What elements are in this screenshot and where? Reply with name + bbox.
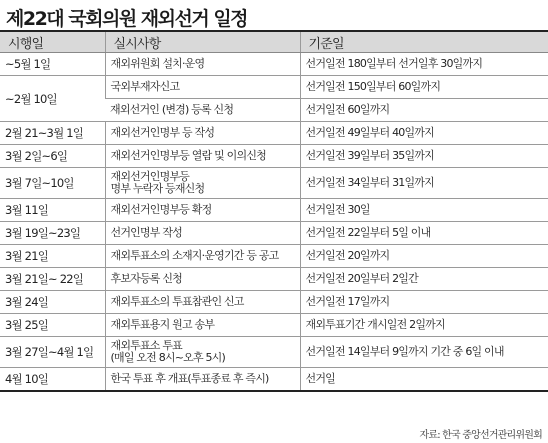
table-row (0, 245, 548, 268)
date-cell: 3월 25일 (0, 314, 105, 337)
basis-cell: 선거일전 20일까지 (300, 245, 548, 268)
date-cell: 3월 2일~6일 (0, 145, 105, 168)
date-cell: 3월 7일~10일 (0, 168, 105, 199)
basis-cell: 재외투표기간 개시일전 2일까지 (300, 314, 548, 337)
schedule-table (0, 30, 548, 392)
action-cell (105, 168, 300, 199)
column-header-basis: 기준일 (300, 31, 548, 53)
table-header-row (0, 31, 548, 53)
page-title: 제22대 국회의원 재외선거 일정 (6, 8, 248, 30)
date-cell: ~2월 10일 (0, 76, 105, 122)
table-row (0, 76, 548, 99)
basis-cell: 선거일전 39일부터 35일까지 (300, 145, 548, 168)
date-cell: 3월 27일~4월 1일 (0, 337, 105, 368)
date-cell: 3월 21일~ 22일 (0, 268, 105, 291)
action-cell-line: 명부 누락자 등재신청 (110, 182, 205, 195)
table-row (0, 368, 548, 392)
action-cell: 한국 투표 후 개표(투표종료 후 즉시) (105, 368, 300, 392)
action-cell-line: 재외선거인명부등 (110, 170, 190, 183)
date-cell: 3월 21일 (0, 245, 105, 268)
table-row (0, 122, 548, 145)
table-row (0, 53, 548, 76)
table-row (0, 168, 548, 199)
basis-cell: 선거일전 20일부터 2일간 (300, 268, 548, 291)
table-row (0, 314, 548, 337)
action-cell: 재외선거인 (변경) 등록 신청 (105, 99, 300, 122)
date-cell: 3월 24일 (0, 291, 105, 314)
table-row (0, 291, 548, 314)
source-credit: 자료: 한국 중앙선거관리위원회 (419, 430, 542, 441)
action-cell: 선거인명부 작성 (105, 222, 300, 245)
action-cell: 재외투표소의 투표참관인 신고 (105, 291, 300, 314)
date-cell: 2월 21~3월 1일 (0, 122, 105, 145)
basis-cell: 선거일전 22일부터 5일 이내 (300, 222, 548, 245)
table-row (0, 268, 548, 291)
basis-cell: 선거일전 14일부터 9일까지 기간 중 6일 이내 (300, 337, 548, 368)
date-cell: 4월 10일 (0, 368, 105, 392)
action-cell: 재외선거인명부등 열람 및 이의신청 (105, 145, 300, 168)
action-cell: 재외투표용지 원고 송부 (105, 314, 300, 337)
action-cell: 재외선거인명부 등 작성 (105, 122, 300, 145)
action-cell: 재외선거인명부등 확정 (105, 199, 300, 222)
basis-cell: 선거일전 49일부터 40일까지 (300, 122, 548, 145)
basis-cell: 선거일전 180일부터 선거일후 30일까지 (300, 53, 548, 76)
action-cell: 재외위원회 설치·운영 (105, 53, 300, 76)
table-row (0, 337, 548, 368)
column-header-date: 시행일 (0, 31, 105, 53)
action-cell (105, 337, 300, 368)
basis-cell: 선거일전 30일 (300, 199, 548, 222)
date-cell: 3월 19일~23일 (0, 222, 105, 245)
action-cell: 국외부재자신고 (105, 76, 300, 99)
basis-cell: 선거일 (300, 368, 548, 392)
basis-cell: 선거일전 34일부터 31일까지 (300, 168, 548, 199)
action-cell-line: 재외투표소 투표 (110, 339, 182, 352)
action-cell: 재외투표소의 소재지·운영기간 등 공고 (105, 245, 300, 268)
table-row (0, 145, 548, 168)
table-row (0, 222, 548, 245)
action-cell: 후보자등록 신청 (105, 268, 300, 291)
date-cell: ~5월 1일 (0, 53, 105, 76)
table-row (0, 199, 548, 222)
column-header-action: 실시사항 (105, 31, 300, 53)
basis-cell: 선거일전 17일까지 (300, 291, 548, 314)
date-cell: 3월 11일 (0, 199, 105, 222)
basis-cell: 선거일전 150일부터 60일까지 (300, 76, 548, 99)
basis-cell: 선거일전 60일까지 (300, 99, 548, 122)
action-cell-line: (매일 오전 8시~오후 5시) (110, 351, 225, 364)
